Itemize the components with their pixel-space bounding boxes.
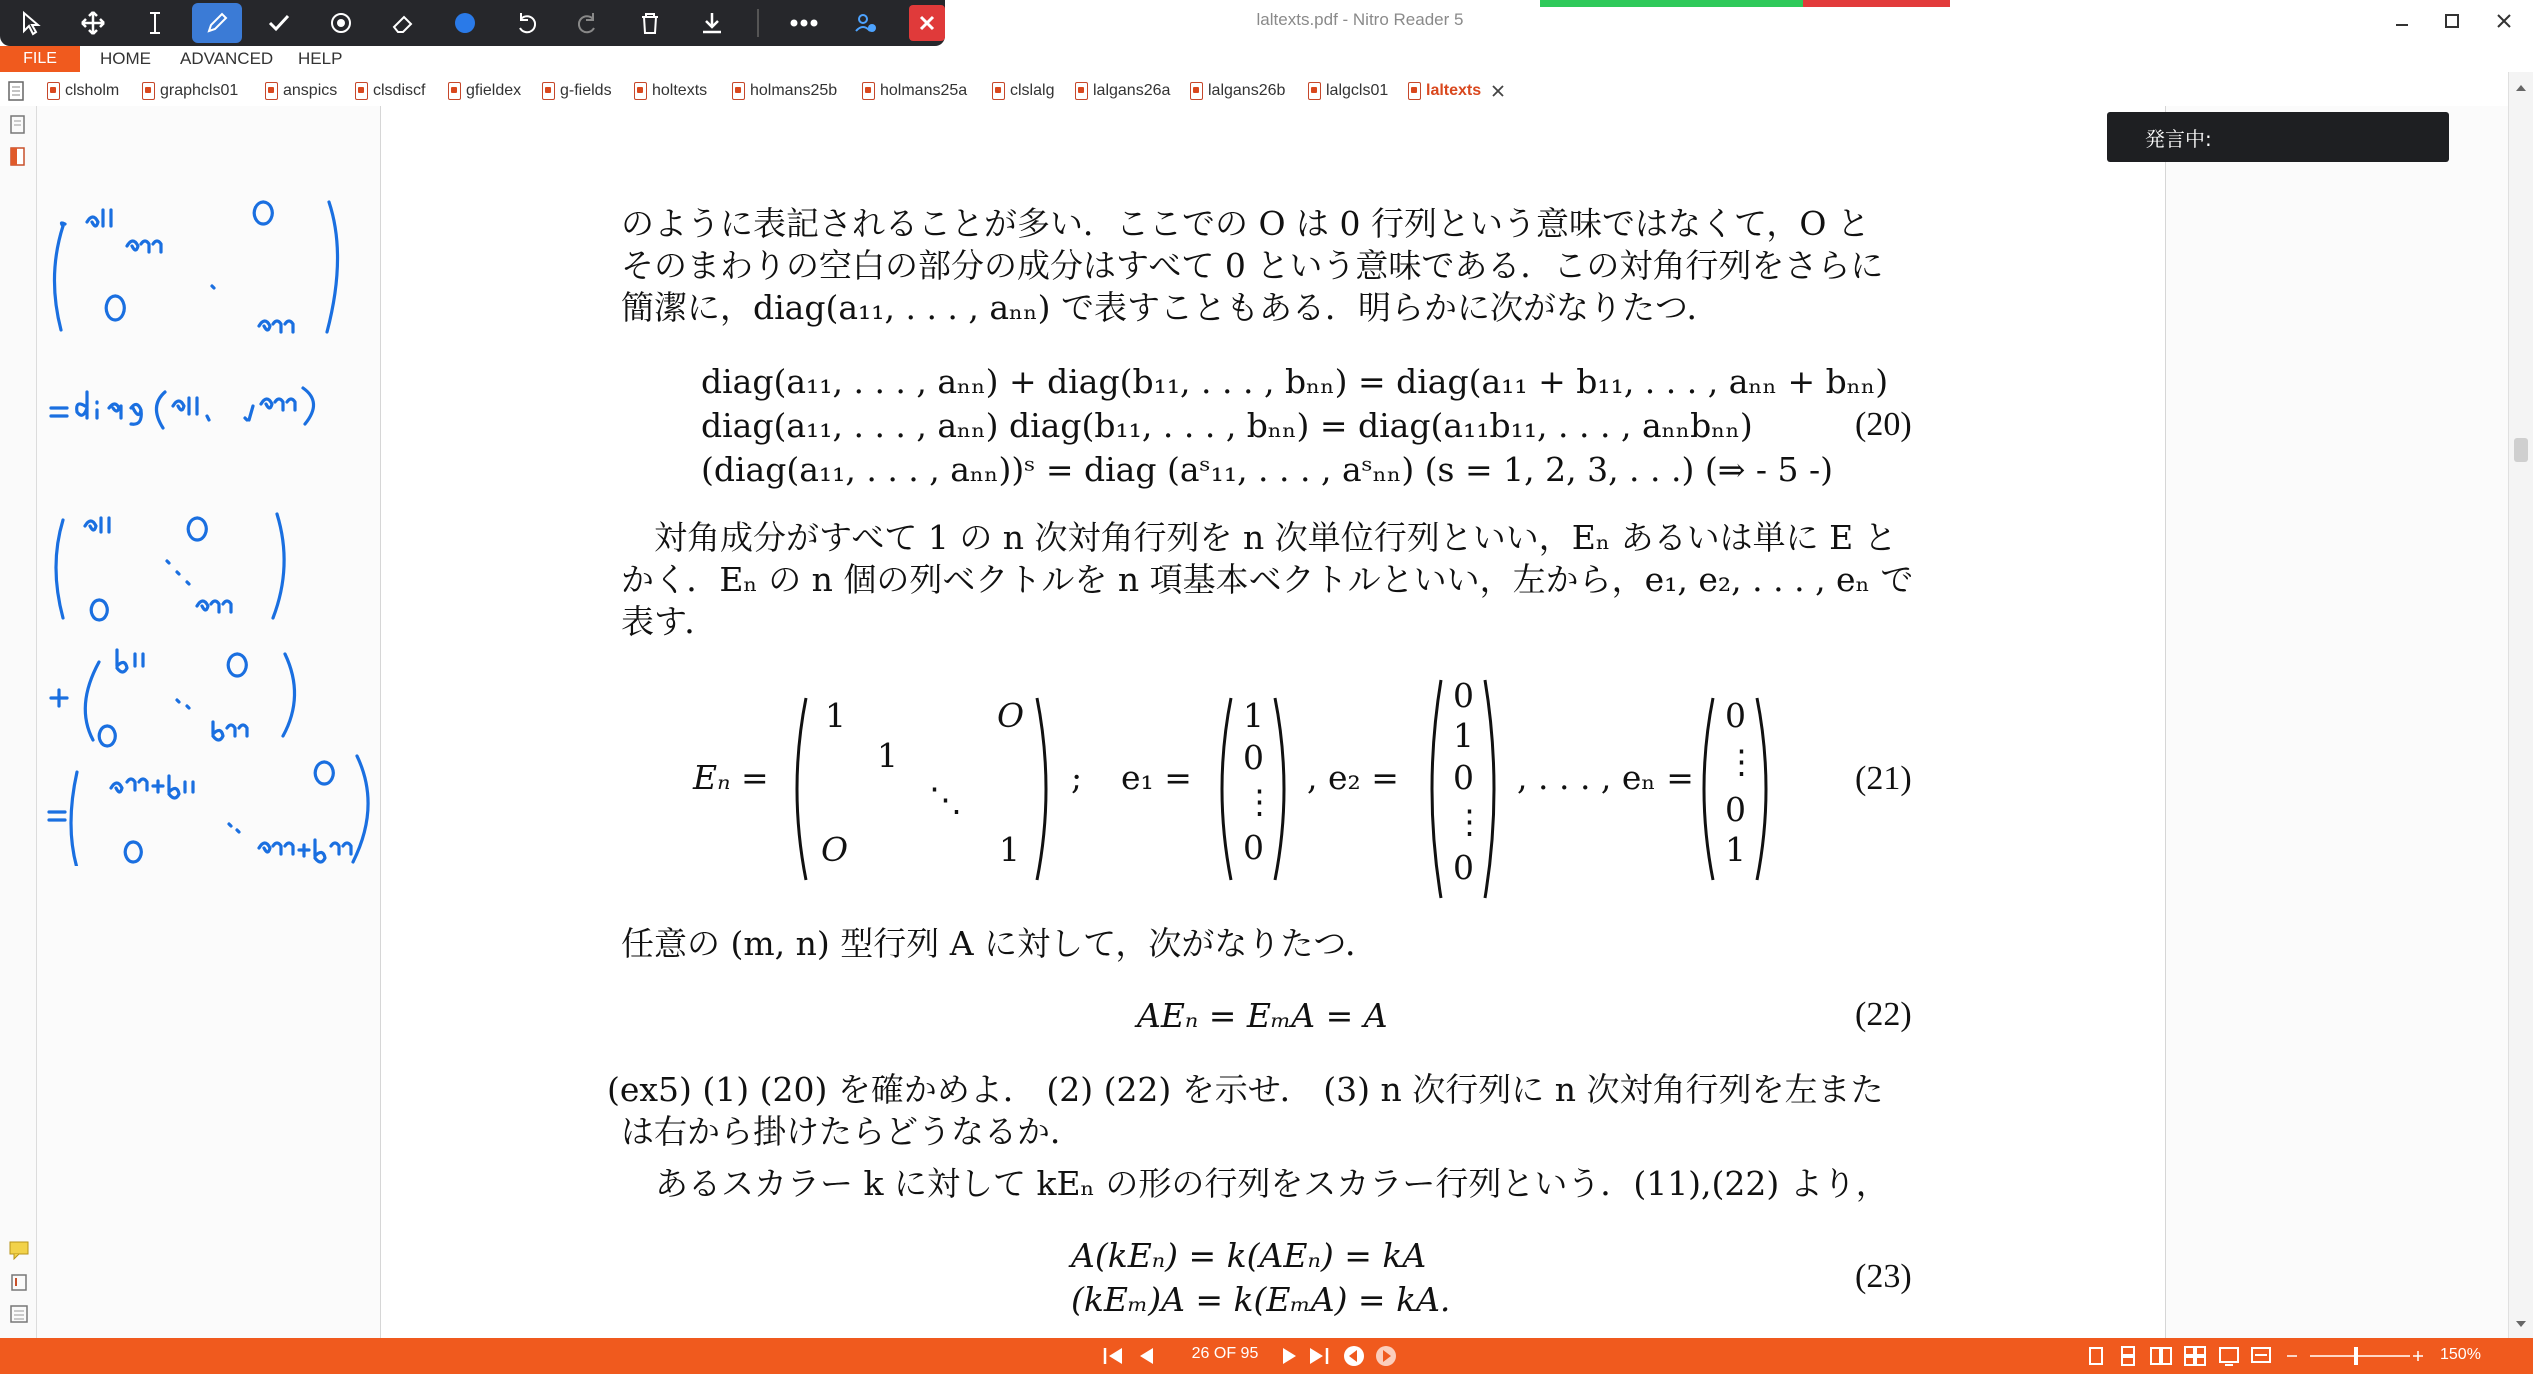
tab-gfieldex[interactable]: gfieldex xyxy=(448,78,521,104)
maximize-icon[interactable] xyxy=(2430,6,2474,36)
menu-help[interactable]: HELP xyxy=(298,49,343,68)
exercise-text-line: は右から掛けたらどうなるか． xyxy=(621,1112,1083,1151)
vector-entry: 0 xyxy=(1725,696,1746,735)
left-paren xyxy=(1693,694,1717,884)
stamp-icon[interactable] xyxy=(310,0,372,46)
e2-label: , e₂ = xyxy=(1307,758,1399,797)
tab-lalgans26a[interactable]: lalgans26a xyxy=(1075,78,1170,104)
layers-panel-icon[interactable] xyxy=(8,1304,30,1324)
pdf-file-icon xyxy=(732,82,745,100)
pen-tool-icon[interactable] xyxy=(192,3,242,43)
equation-number: (22) xyxy=(1855,996,1912,1033)
matrix-zero-block: O xyxy=(821,830,849,869)
vector-entry: ⋮ xyxy=(1453,802,1486,841)
left-paren xyxy=(1211,694,1235,884)
annotation-toolbar xyxy=(0,0,945,46)
page-icon[interactable] xyxy=(7,81,25,101)
matrix-entry: 1 xyxy=(999,830,1020,869)
tab-clsdiscf[interactable]: clsdiscf xyxy=(355,78,425,104)
text-cursor-icon[interactable] xyxy=(124,0,186,46)
vector-entry: 0 xyxy=(1453,676,1474,715)
pan-move-icon[interactable] xyxy=(62,0,124,46)
vector-entry: 1 xyxy=(1453,716,1474,755)
checkmark-icon[interactable] xyxy=(248,0,310,46)
pdf-file-icon xyxy=(1075,82,1088,100)
zoom-level[interactable]: 150% xyxy=(2440,1346,2481,1363)
download-icon[interactable] xyxy=(681,0,743,46)
e1-label: e₁ = xyxy=(1121,758,1192,797)
bookmarks-panel-icon[interactable] xyxy=(8,146,28,168)
tab-clsholm[interactable]: clsholm xyxy=(47,78,119,104)
document-tabs xyxy=(0,72,2533,107)
color-picker-icon[interactable] xyxy=(434,0,496,46)
separator: ; xyxy=(1071,758,1083,797)
tab-g-fields[interactable]: g-fields xyxy=(542,78,612,104)
body-text-line: あるスカラー k に対して kEₙ の形の行列をスカラー行列という．(11),(22) より， xyxy=(655,1164,1889,1203)
vector-entry: 1 xyxy=(1725,830,1746,869)
menu-advanced[interactable]: ADVANCED xyxy=(180,49,274,68)
zoom-out-icon[interactable] xyxy=(2284,1346,2300,1366)
pages-panel-icon[interactable] xyxy=(8,114,28,136)
left-paren xyxy=(786,694,810,884)
body-text-line: 任意の (m, n) 型行列 A に対して，次がなりたつ． xyxy=(621,924,1379,963)
vertical-scrollbar[interactable] xyxy=(2508,72,2533,1338)
file-menu-button[interactable]: FILE xyxy=(0,46,80,72)
annotation-panel xyxy=(37,106,381,1338)
collaborate-icon[interactable] xyxy=(835,0,897,46)
status-bar xyxy=(0,1338,2533,1374)
equation-line: (diag(a₁₁, . . . , aₙₙ))ˢ = diag (aˢ₁₁, . . . , aˢₙₙ) (s = 1, 2, 3, . . .) (⇒ - 5 -) xyxy=(701,450,1834,489)
vector-entry: 1 xyxy=(1243,696,1264,735)
right-paren xyxy=(1033,694,1057,884)
pdf-file-icon xyxy=(634,82,647,100)
previous-page-icon[interactable] xyxy=(1136,1346,1156,1366)
right-paren xyxy=(1271,694,1295,884)
body-text-line: そのまわりの空白の部分の成分はすべて 0 という意味である．この対角行列をさらに xyxy=(621,246,1884,285)
right-paren xyxy=(1481,676,1505,902)
next-view-icon[interactable] xyxy=(1374,1344,1398,1368)
scroll-down-icon[interactable] xyxy=(2515,1320,2527,1328)
vector-entry: 0 xyxy=(1243,738,1264,777)
tab-lalgans26b[interactable]: lalgans26b xyxy=(1190,78,1285,104)
pdf-file-icon xyxy=(47,82,60,100)
page-indicator[interactable]: 26 OF 95 xyxy=(1191,1345,1259,1362)
pdf-file-icon xyxy=(862,82,875,100)
fit-width-icon[interactable] xyxy=(2250,1346,2272,1366)
equation-line: A(kEₙ) = k(AEₙ) = kA xyxy=(1071,1236,1427,1275)
vector-entry: 0 xyxy=(1725,790,1746,829)
body-text-line: 簡潔に，diag(a₁₁, . . . , aₙₙ) で表すこともある．明らかに次がなりたつ． xyxy=(621,288,1720,327)
redo-icon[interactable] xyxy=(557,0,619,46)
next-page-icon[interactable] xyxy=(1280,1346,1300,1366)
equation-lhs: Eₙ = xyxy=(693,758,769,797)
pdf-file-icon xyxy=(542,82,555,100)
title-bar xyxy=(0,0,2533,46)
continuous-view-icon[interactable] xyxy=(2118,1346,2138,1366)
more-options-icon[interactable] xyxy=(773,0,835,46)
last-page-icon[interactable] xyxy=(1308,1346,1330,1366)
eraser-icon[interactable] xyxy=(372,0,434,46)
exercise-text-line: (ex5) (1) (20) を確かめよ． (2) (22) を示せ． (3) n 次行列に n 次対角行列を左また xyxy=(607,1070,1884,1109)
zoom-in-icon[interactable] xyxy=(2410,1346,2426,1366)
right-margin-panel xyxy=(2165,106,2509,1338)
vector-entry: ⋮ xyxy=(1725,742,1758,781)
right-paren xyxy=(1753,694,1777,884)
equation-number: (20) xyxy=(1855,406,1912,443)
menu-bar xyxy=(0,46,2533,72)
equation-line: AEₙ = EₘA = A xyxy=(1137,996,1388,1035)
fit-page-icon[interactable] xyxy=(2218,1346,2240,1366)
pdf-file-icon xyxy=(142,82,155,100)
body-text-line: 対角成分がすべて 1 の n 次対角行列を n 次単位行列といい，Eₙ あるいは単に E と xyxy=(621,518,1897,557)
pdf-file-icon xyxy=(448,82,461,100)
en-label: , . . . , eₙ = xyxy=(1517,758,1694,797)
trash-icon[interactable] xyxy=(619,0,681,46)
close-tab-icon[interactable] xyxy=(1491,84,1505,98)
tab-laltexts[interactable]: laltexts xyxy=(1408,78,1505,104)
zoom-slider[interactable] xyxy=(2310,1355,2410,1357)
body-text-line: のように表記されることが多い．ここでの O は 0 行列という意味ではなくて，O と xyxy=(621,204,1870,243)
scrollbar-thumb[interactable] xyxy=(2514,438,2528,462)
vector-entry: ⋮ xyxy=(1243,782,1276,821)
facing-continuous-view-icon[interactable] xyxy=(2184,1346,2206,1366)
pdf-file-icon xyxy=(1408,82,1421,100)
tab-lalgcls01[interactable]: lalgcls01 xyxy=(1308,78,1388,104)
window-title: laltexts.pdf - Nitro Reader 5 xyxy=(1256,10,1464,29)
minimize-icon[interactable] xyxy=(2380,6,2424,36)
left-paren xyxy=(1421,676,1445,902)
vector-entry: 0 xyxy=(1453,758,1474,797)
tab-holmans25b[interactable]: holmans25b xyxy=(732,78,837,104)
close-window-icon[interactable] xyxy=(2482,6,2526,36)
single-page-view-icon[interactable] xyxy=(2086,1346,2106,1366)
tab-holmans25a[interactable]: holmans25a xyxy=(862,78,967,104)
menu-home[interactable]: HOME xyxy=(100,49,151,68)
tab-clslalg[interactable]: clslalg xyxy=(992,78,1054,104)
equation-line: diag(a₁₁, . . . , aₙₙ) diag(b₁₁, . . . , bₙₙ) = diag(a₁₁b₁₁, . . . , aₙₙbₙₙ) xyxy=(701,406,1753,445)
status-strip-red xyxy=(1803,0,1950,7)
tab-anspics[interactable]: anspics xyxy=(265,78,337,104)
pdf-file-icon xyxy=(1308,82,1321,100)
body-text-line: かく．Eₙ の n 個の列ベクトルを n 項基本ベクトルといい，左から，e₁, e₂, . . . , eₙ で xyxy=(621,560,1914,599)
tab-holtexts[interactable]: holtexts xyxy=(634,78,707,104)
toolbar-divider xyxy=(757,9,759,37)
attachments-panel-icon[interactable] xyxy=(8,1272,30,1292)
zoom-slider-handle[interactable] xyxy=(2354,1347,2358,1365)
first-page-icon[interactable] xyxy=(1102,1346,1124,1366)
equation-number: (21) xyxy=(1855,760,1912,797)
previous-view-icon[interactable] xyxy=(1342,1344,1366,1368)
matrix-entry: ⋱ xyxy=(929,780,962,819)
equation-number: (23) xyxy=(1855,1258,1912,1295)
select-arrow-icon[interactable] xyxy=(0,0,62,46)
speaking-indicator: 発言中: xyxy=(2107,112,2449,162)
facing-view-icon[interactable] xyxy=(2150,1346,2172,1366)
pdf-file-icon xyxy=(265,82,278,100)
left-panel-rail xyxy=(0,106,37,1338)
close-toolbar-button[interactable] xyxy=(909,5,945,41)
matrix-entry: 1 xyxy=(825,696,846,735)
pdf-file-icon xyxy=(1190,82,1203,100)
handwritten-notes[interactable] xyxy=(37,106,380,866)
vector-entry: 0 xyxy=(1243,828,1264,867)
equation-line: (kEₘ)A = k(EₘA) = kA. xyxy=(1071,1280,1451,1319)
matrix-zero-block: O xyxy=(997,696,1025,735)
tab-graphcls01[interactable]: graphcls01 xyxy=(142,78,238,104)
pdf-file-icon xyxy=(355,82,368,100)
pdf-file-icon xyxy=(992,82,1005,100)
comments-panel-icon[interactable] xyxy=(8,1240,30,1260)
scroll-up-icon[interactable] xyxy=(2515,84,2527,92)
vector-entry: 0 xyxy=(1453,848,1474,887)
matrix-entry: 1 xyxy=(877,736,898,775)
body-text-line: 表す． xyxy=(621,602,718,641)
equation-line: diag(a₁₁, . . . , aₙₙ) + diag(b₁₁, . . . , bₙₙ) = diag(a₁₁ + b₁₁, . . . , aₙₙ + bₙₙ) xyxy=(701,362,1889,401)
pdf-page[interactable] xyxy=(381,106,2165,1338)
undo-icon[interactable] xyxy=(496,0,558,46)
